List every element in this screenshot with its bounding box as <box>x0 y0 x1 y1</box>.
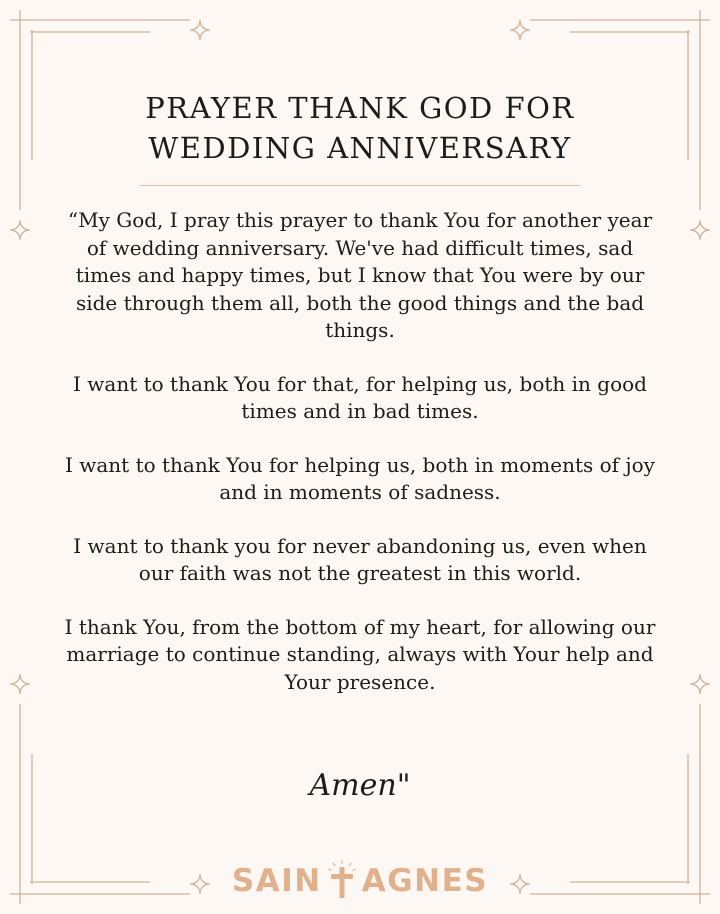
title-divider <box>140 185 580 186</box>
prayer-paragraph: I want to thank you for never abandoning us, even when our faith was not the greatest in this world. <box>73 533 647 585</box>
prayer-paragraph: I want to thank You for helping us, both in moments of joy and in moments of sadness. <box>65 452 655 504</box>
prayer-paragraph: I want to thank You for that, for helping us, both in good times and in bad times. <box>73 371 647 423</box>
brand-text-left: SAIN <box>231 863 322 899</box>
prayer-paragraph: I thank You, from the bottom of my heart, for allowing our marriage to continue standing, always with Your help and Your presence. <box>64 614 656 694</box>
cross-icon <box>324 859 360 899</box>
prayer-paragraph: “My God, I pray this prayer to thank You for another year of wedding anniversary. We've had difficult times, sad times and happy times, but I know that You were by our side through them all, both the good things and the bad things. <box>67 208 653 342</box>
brand-logo <box>160 858 560 904</box>
prayer-closing: Amen" <box>309 768 411 803</box>
title-line-2: WEDDING ANNIVERSARY <box>148 131 572 165</box>
prayer-body <box>60 207 660 722</box>
title-line-1: PRAYER THANK GOD FOR <box>145 91 575 125</box>
brand-text-right: AGNES <box>361 863 489 899</box>
page-title <box>60 88 660 168</box>
